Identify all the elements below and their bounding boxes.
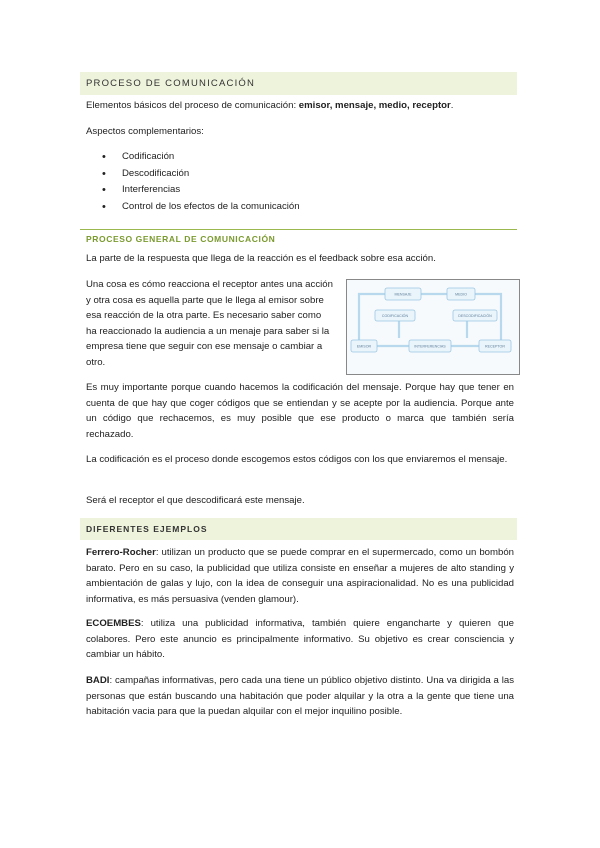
text-line: empresa tiene que seguir con ese mensaje o cambiar a (86, 341, 323, 353)
paragraph-aspectos: Aspectos complementarios: (86, 126, 204, 137)
text-line: otro. (86, 356, 106, 368)
section-divider (80, 229, 517, 230)
paragraph-receptor: Será el receptor el que descodificará este mensaje. (86, 495, 305, 506)
section-heading-proceso (80, 72, 517, 95)
paragraph-codificacion: La codificación es el proceso donde escogemos estos códigos con los que enviaremos el mensaje. (86, 454, 508, 465)
example-ferrero (86, 545, 514, 607)
diagram-label: EMISOR (356, 344, 372, 349)
communication-diagram (346, 279, 520, 375)
section-title: PROCESO DE COMUNICACIÓN (86, 78, 256, 89)
bullet-list (100, 149, 300, 215)
text-line: esa reacción de la otra parte. Es necesario saber como (86, 310, 322, 322)
example-badi (86, 673, 514, 720)
example-text: : campañas informativas, pero cada una tiene un público objetivo distinto. Una va dirigida a las personas que están buscando una habitación que poder alquilar y la otra a la gente que tiene una habitación vacia para que la puedan alquilar con el mejor inquilino posible. (86, 675, 514, 718)
paragraph-elementos (86, 98, 514, 114)
example-label: Ferrero-Rocher (86, 547, 156, 558)
diagram-label: DESCODIFICACIÓN (458, 314, 492, 318)
list-item: • Control de los efectos de la comunicación (100, 199, 300, 216)
example-text: : utilizan un producto que se puede comprar en el supermercado, como un bombón barato. Pero en su caso, la publicidad que utiliza consiste en enseñar a mujeres de alto standing y ambientación de galas y lujo, con la idea de conseguir una aspiracionalidad. No es una publicidad informativa, es más persuasiva (venden glamour). (86, 547, 514, 605)
example-label: ECOEMBES (86, 618, 141, 629)
text-line: ha reaccionado la audiencia a un menaje para saber si la (86, 325, 330, 337)
section-title: DIFERENTES EJEMPLOS (86, 524, 208, 534)
example-label: BADI (86, 675, 110, 686)
paragraph-importancia: Es muy importante porque cuando hacemos la codificación del mensaje. Porque hay que tener en cuenta de que hay que coger códigos que se entiendan y se acepte por la audiencia. Porque ante un código que rechacemos, es muy posible que ese producto o marca que también sería rechazado. (86, 382, 514, 440)
section-title-general: PROCESO GENERAL DE COMUNICACIÓN (86, 234, 276, 244)
text-line: Una cosa es cómo reacciona el receptor antes una acción (86, 279, 333, 290)
diagram-label: CODIFICACIÓN (381, 314, 409, 318)
example-text: : utiliza una publicidad informativa, también quiere engancharte y quieren que colabores. Pero este anuncio es principalmente informativo. Su objetivo es crear consciencia y cambiar un hábito. (86, 618, 514, 661)
list-item: • Descodificación (100, 166, 300, 183)
paragraph-feedback: La parte de la respuesta que llega de la reacción es el feedback sobre esa acción. (86, 253, 436, 264)
text-line: y otra cosa es aquella parte que le llega al emisor sobre (86, 294, 324, 306)
elements-items: emisor, mensaje, medio, receptor (298, 100, 451, 111)
elements-suffix: . (450, 100, 454, 111)
elements-prefix: Elementos básicos del proceso de comunicación: (86, 100, 299, 111)
section-heading-ejemplos (80, 518, 517, 540)
list-item: • Codificación (100, 149, 300, 166)
diagram-label: INTERFERENCIAS (414, 344, 446, 349)
diagram-label: MEDIO (455, 292, 467, 297)
diagram-label: MENSAJE (394, 292, 412, 297)
diagram-label: RECEPTOR (485, 344, 505, 349)
list-item: • Interferencias (100, 182, 300, 199)
example-ecoembes (86, 616, 514, 663)
paragraph-reaccion (86, 277, 341, 371)
